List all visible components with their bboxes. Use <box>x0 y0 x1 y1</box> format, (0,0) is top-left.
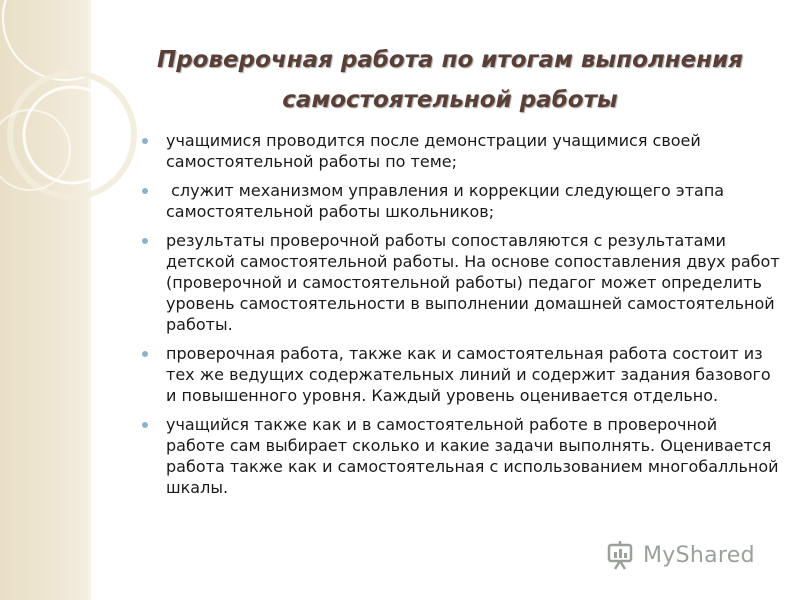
title-line-2: самостоятельной работы <box>282 87 618 113</box>
list-item <box>140 230 780 335</box>
presentation-board-icon <box>605 539 637 571</box>
title-line-1: Проверочная работа по итогам выполнения <box>156 47 744 73</box>
list-item <box>140 343 780 406</box>
bullet-list <box>140 130 780 506</box>
bullet-icon <box>142 138 148 144</box>
bullet-icon <box>142 351 148 357</box>
watermark <box>605 535 775 575</box>
list-item-text: служит механизмом управления и коррекции следующего этапа самостоятельной работы школьников; <box>166 181 730 221</box>
list-item <box>140 130 780 172</box>
list-item-text: учащимися проводится после демонстрации учащимися своей самостоятельной работы по теме; <box>166 131 701 171</box>
list-item-text: учащийся также как и в самостоятельной работе в проверочной работе сам выбирает сколько и какие задачи выполнять. Оценивается работа также как и самостоятельная с использованием многобалльной шкалы. <box>166 415 779 497</box>
decorative-circles <box>0 0 160 260</box>
list-item <box>140 180 780 222</box>
page-title <box>130 40 770 120</box>
bullet-icon <box>142 238 148 244</box>
list-item-text: результаты проверочной работы сопоставляются с результатами детской самостоятельной работы. На основе сопоставления двух работ (проверочной и самостоятельной работы) педагог может определить уровень самостоятельности в выполнении домашней самостоятельной работы. <box>166 231 780 334</box>
bullet-icon <box>142 188 148 194</box>
list-item <box>140 414 780 498</box>
bullet-icon <box>142 422 148 428</box>
watermark-text: MyShared <box>643 542 755 568</box>
list-item-text: проверочная работа, также как и самостоятельная работа состоит из тех же ведущих содержательных линий и содержит задания базового и повышенного уровня. Каждый уровень оценивается отдельно. <box>166 344 771 405</box>
